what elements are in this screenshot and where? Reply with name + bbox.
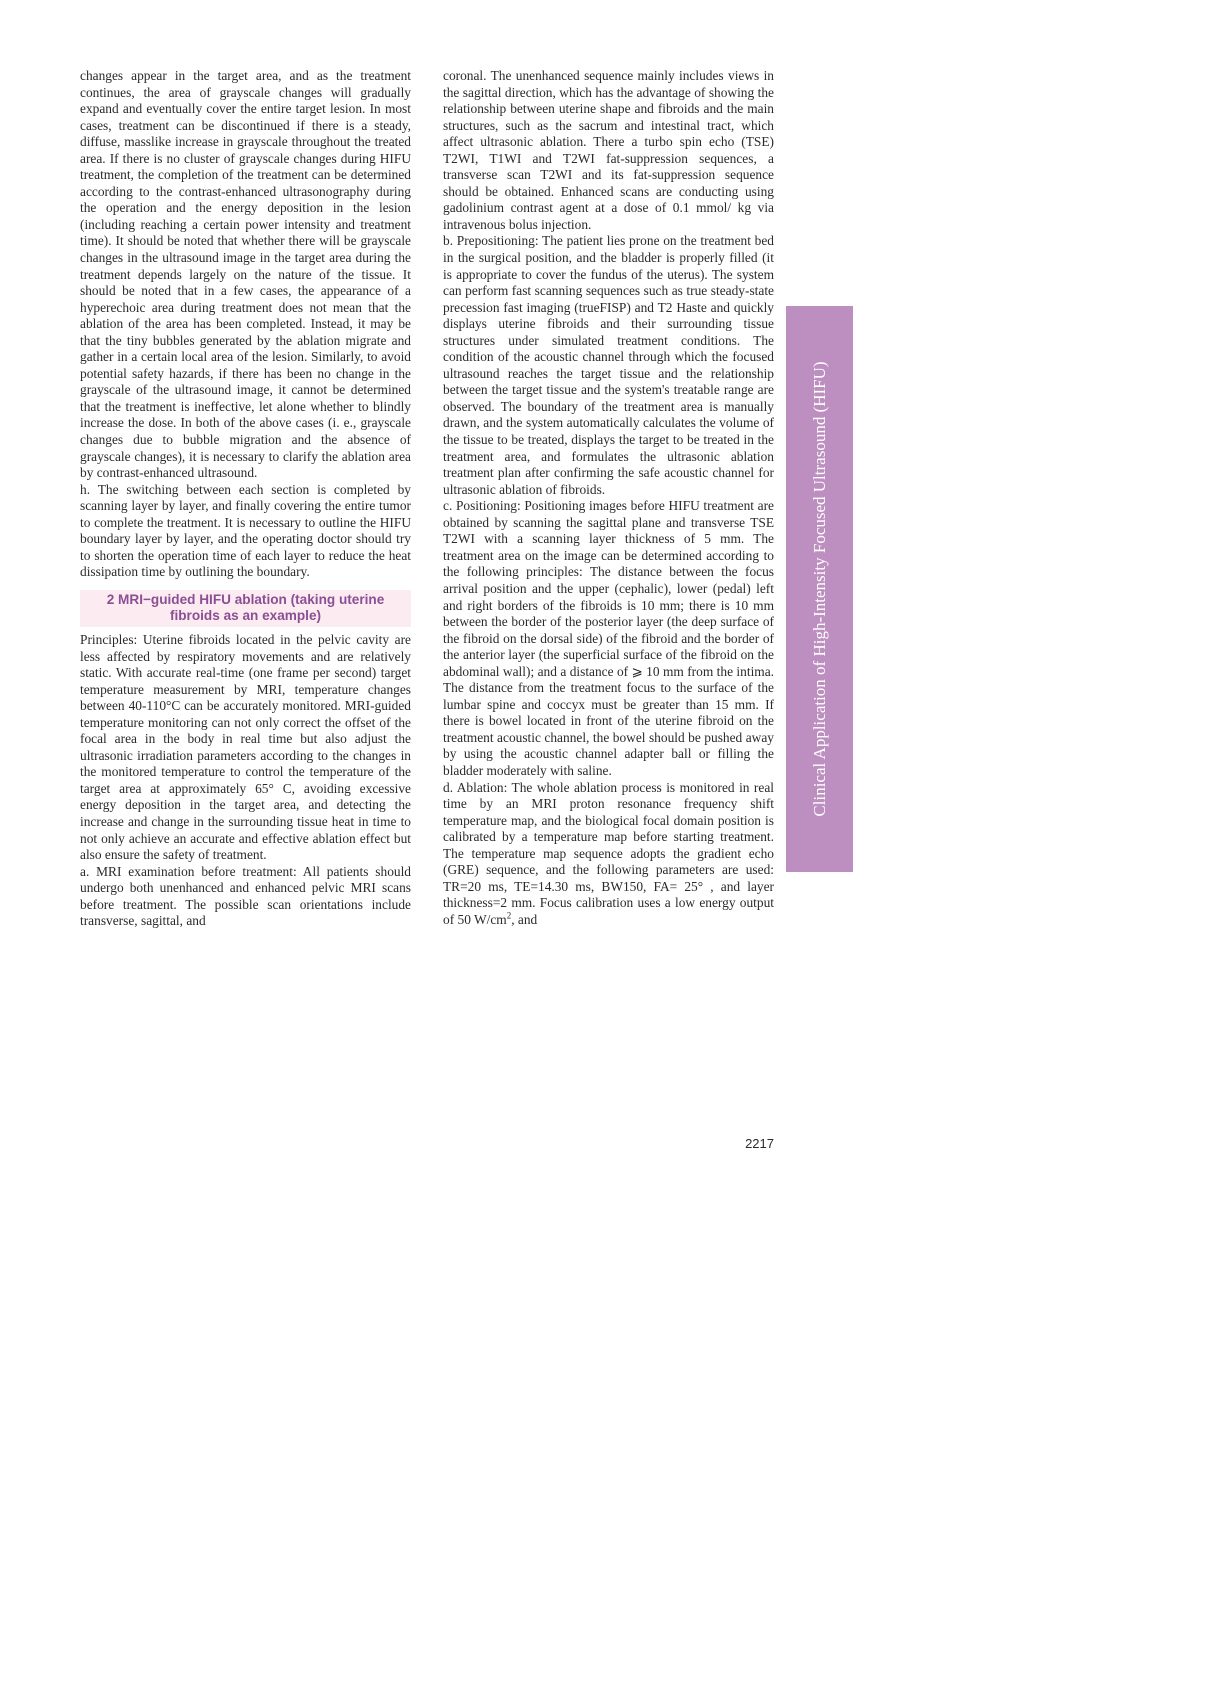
paragraph-step-c: c. Positioning: Positioning images before HIFU treatment are obtained by scanning the sagittal plane and transverse TSE T2WI with a scanning layer thickness of 5 mm. The treatment area on the image can be determined according to the following principles: The distance between the focus arrival position and the upper (cephalic), lower (pedal) left and right borders of the fibroids is 10 mm; there is 10 mm between the border of the posterior layer (the deep surface of the fibroid on the dorsal side) of the fibroid and the border of the anterior layer (the superficial surface of the fibroid on the abdominal wall); and a distance of ⩾ 10 mm from the intima. The distance from the treatment focus to the surface of the lumbar spine and coccyx must be greater than 15 mm. If there is bowel located in front of the uterine fibroid on the treatment acoustic channel, the bowel should be pushed away by using the acoustic channel adapter ball or filling the bladder moderately with saline. [443,498,774,778]
paragraph-principles: Principles: Uterine fibroids located in the pelvic cavity are less affected by respiratory movements and are relatively static. With accurate real-time (one frame per second) target temperature measurement by MRI, temperature changes between 40-110°C can be accurately monitored. MRI-guided temperature monitoring can not only correct the offset of the focal area in the body in real time but also adjust the ultrasonic irradiation parameters according to the changes in the monitored temperature to control the temperature of the target area at approximately 65° C, avoiding excessive energy deposition in the target area, and detecting the increase and change in the surrounding tissue heat in time to not only achieve an accurate and effective ablation effect but also ensure the safety of treatment. [80,631,411,863]
chapter-side-tab [786,306,853,872]
paragraph-step-d-tail: , and [511,911,538,927]
paragraph-step-a: a. MRI examination before treatment: All patients should undergo both unenhanced and enhanced pelvic MRI scans before treatment. The possible scan orientations include transverse, sagittal, and [80,863,411,929]
right-text-column [443,68,774,928]
paragraph-step-d-text: d. Ablation: The whole ablation process is monitored in real time by an MRI proton resonance frequency shift temperature map, and the biological focal domain position is calibrated by a temperature map before starting treatment. The temperature map sequence adopts the gradient echo (GRE) sequence, and the following parameters are used: TR=20 ms, TE=14.30 ms, BW150, FA= 25° , and layer thickness=2 mm. Focus calibration uses a low energy output of 50 W/cm [443,779,774,927]
paragraph-step-b: b. Prepositioning: The patient lies prone on the treatment bed in the surgical position, and the bladder is properly filled (it is appropriate to cover the fundus of the uterus). The system can perform fast scanning sequences such as true steady-state precession fast imaging (trueFISP) and T2 Haste and quickly displays uterine fibroids and their surrounding tissue structures under simulated treatment conditions. The condition of the acoustic channel through which the focused ultrasound reaches the target tissue and the relationship between the target tissue and the system's treatable range are observed. The boundary of the treatment area is manually drawn, and the system automatically calculates the volume of the tissue to be treated, displays the target to be treated in the treatment area, and formulates the ultrasonic ablation treatment plan after confirming the safe acoustic channel for ultrasonic ablation of fibroids. [443,233,774,497]
paragraph-step-h: h. The switching between each section is completed by scanning layer by layer, and finally covering the entire tumor to complete the treatment. It is necessary to outline the HIFU boundary layer by layer, and the operating doctor should try to shorten the operation time of each layer to reduce the heat dissipation time by outlining the boundary. [80,481,411,580]
left-text-column [80,68,411,930]
section-heading: 2 MRI−guided HIFU ablation (taking uterine fibroids as an example) [80,590,411,627]
paragraph-continuation: changes appear in the target area, and as the treatment continues, the area of grayscale changes will gradually expand and eventually cover the entire target lesion. In most cases, treatment can be discontinued if there is a steady, diffuse, masslike increase in grayscale throughout the treated area. If there is no cluster of grayscale changes during HIFU treatment, the completion of the treatment can be determined according to the contrast-enhanced ultrasonography during the operation and the energy deposition in the lesion (including reaching a certain power intensity and treatment time). It should be noted that whether there will be grayscale changes in the ultrasound image in the target area during the treatment depends largely on the nature of the tissue. It should be noted that in a few cases, the appearance of a hyperechoic area during treatment does not mean that the ablation of the area has been completed. Instead, it may be that the tiny bubbles generated by the ablation migrate and gather in a certain local area of the lesion. Similarly, to avoid potential safety hazards, if there has been no change in the grayscale of the ultrasound image, it cannot be determined that the treatment is ineffective, let alone whether to blindly increase the dose. In both of the above cases (i. e., grayscale changes due to bubble migration and the absence of grayscale changes), it is necessary to clarify the ablation area by contrast-enhanced ultrasound. [80,68,411,481]
paragraph-step-d [443,780,774,929]
page-number: 2217 [745,1136,774,1151]
chapter-title: Clinical Application of High-Intensity Focused Ultrasound (HIFU) [809,361,829,817]
superscript: 2 [506,910,512,921]
paragraph-continuation: coronal. The unenhanced sequence mainly includes views in the sagittal direction, which has the advantage of showing the relationship between uterine shape and fibroids and the main structures, such as the sacrum and intestinal tract, which affect ultrasonic ablation. There a turbo spin echo (TSE) T2WI, T1WI and T2WI fat-suppression sequences, a transverse scan T2WI and its fat-suppression sequence should be obtained. Enhanced scans are conducting using gadolinium contrast agent at a dose of 0.1 mmol/ kg via intravenous bolus injection. [443,68,774,232]
